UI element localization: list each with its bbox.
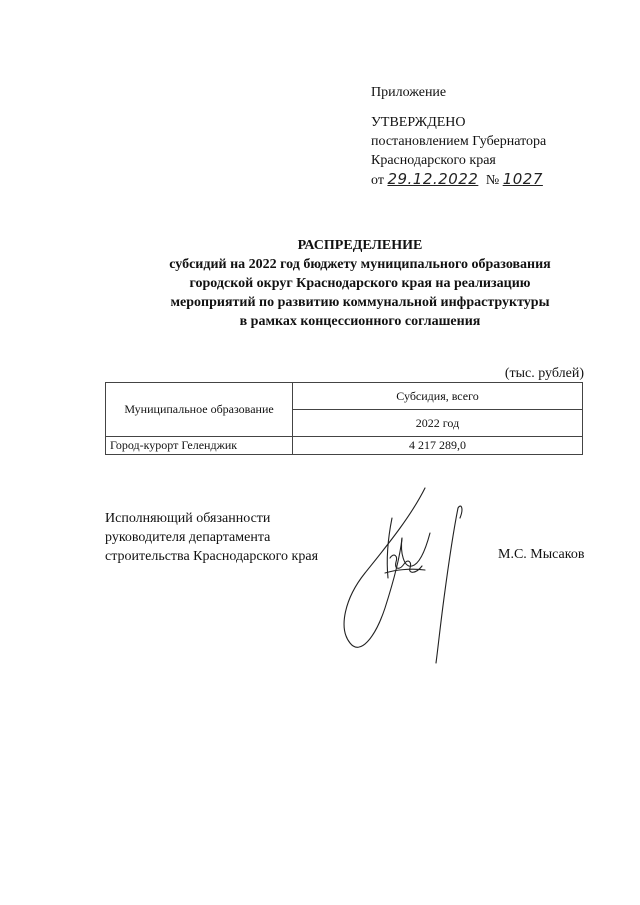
decree-date-number — [371, 170, 546, 190]
title-line3: мероприятий по развитию коммунальной инфраструктуры — [170, 295, 550, 310]
document-title — [150, 236, 570, 331]
approved-by-line2: Краснодарского края — [371, 153, 496, 168]
title-heading: РАСПРЕДЕЛЕНИЕ — [297, 238, 423, 253]
title-line2: городской округ Краснодарского края на реализацию — [189, 276, 531, 291]
decree-date: 29.12.2022 — [387, 170, 479, 188]
signatory-position — [105, 509, 318, 566]
position-line1: Исполняющий обязанности — [105, 511, 271, 526]
header-subsidy-total: Субсидия, всего — [293, 383, 583, 410]
title-line1: субсидий на 2022 год бюджету муниципального образования — [169, 257, 551, 272]
units-label: (тыс. рублей) — [504, 366, 584, 381]
from-prefix: от — [371, 173, 384, 188]
cell-municipality: Город-курорт Геленджик — [106, 437, 293, 455]
number-sign: № — [485, 173, 500, 188]
header-municipality: Муниципальное образование — [106, 383, 293, 437]
handwritten-signature — [330, 478, 480, 668]
header-year: 2022 год — [293, 410, 583, 437]
position-line3: строительства Краснодарского края — [105, 549, 319, 564]
approval-block — [371, 83, 546, 190]
signer-name: М.С. Мысаков — [498, 547, 585, 562]
appendix-label: Приложение — [371, 85, 447, 100]
decree-number: 1027 — [502, 170, 543, 188]
approved-label: УТВЕРЖДЕНО — [371, 115, 466, 130]
title-line4: в рамках концессионного соглашения — [239, 314, 481, 329]
cell-amount: 4 217 289,0 — [293, 437, 583, 455]
approved-by-line1: постановлением Губернатора — [371, 134, 547, 149]
position-line2: руководителя департамента — [105, 530, 271, 545]
subsidy-table — [105, 382, 583, 455]
table-row — [106, 437, 583, 455]
